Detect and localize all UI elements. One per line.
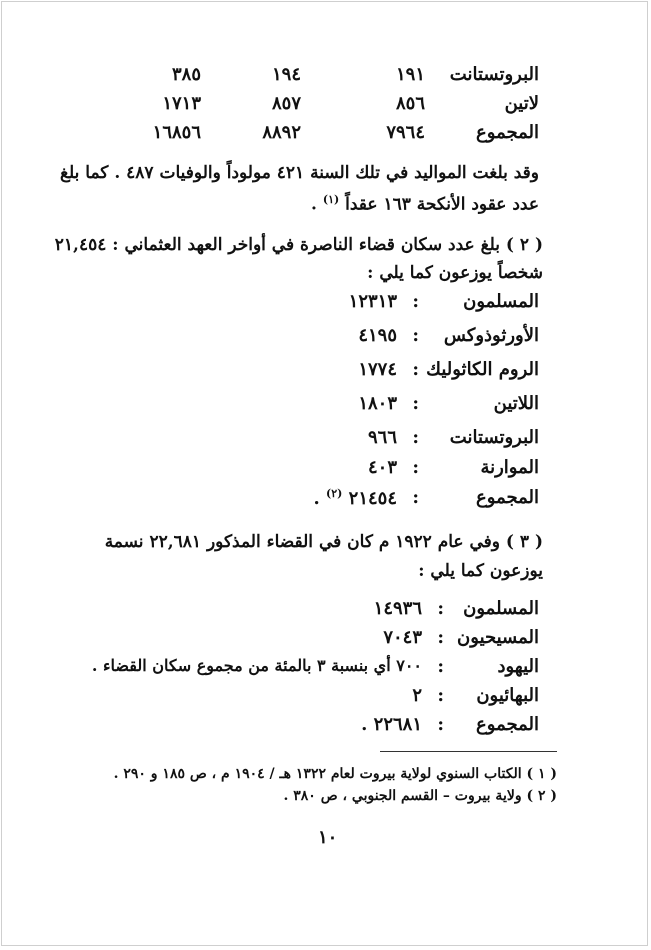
list-item-label: المسيحيون (457, 627, 539, 648)
list-item-label: الروم الكاثوليك (426, 359, 539, 380)
paragraph-end: . (311, 194, 317, 215)
list-item-colon: : (437, 714, 444, 735)
list-item-value (313, 487, 397, 509)
total-value: ٢١٤٥٤ (348, 488, 397, 509)
list-item-colon: : (437, 656, 444, 677)
table-row (0, 93, 651, 121)
list-item-label: المجموع (476, 714, 539, 735)
table-cell: ١٩٤ (271, 64, 301, 85)
list-item-value: ١٤٩٣٦ (373, 598, 422, 619)
list-item-colon: : (412, 427, 419, 448)
list-item-colon: : (437, 627, 444, 648)
list-item (239, 291, 539, 321)
list-item-colon: : (412, 325, 419, 346)
table-row-label: لاتين (504, 93, 539, 114)
list-item-colon: : (437, 598, 444, 619)
list-item-value: ٩٦٦ (367, 427, 397, 448)
list-item (91, 656, 539, 686)
table-cell: ٧٩٦٤ (386, 122, 425, 143)
list-item-colon: : (412, 393, 419, 414)
list-item (239, 457, 539, 487)
list-item-label: الأورثوذوكس (443, 325, 539, 346)
table-row (0, 122, 651, 150)
table-cell: ١٦٨٥٦ (152, 122, 201, 143)
page-number: ١٠ (318, 827, 338, 848)
paragraph-line: ( ٣ ) وفي عام ١٩٢٢ م كان في القضاء المذكور ٢٢,٦٨١ نسمة (104, 532, 543, 552)
list-item-colon: : (412, 487, 419, 508)
list-item (99, 598, 539, 628)
list-item-value: ٢٢٦٨١ . (361, 714, 422, 735)
footnote-ref: (٢) (326, 487, 343, 500)
table-row-label: البروتستانت (449, 64, 539, 85)
table-cell: ١٩١ (395, 64, 425, 85)
footnote: ( ٢ ) ولاية بيروت – القسم الجنوبي ، ص ٣٨٠ . (283, 788, 557, 804)
table-cell: ٨٥٧ (271, 93, 301, 114)
total-end: . (313, 488, 320, 509)
list-item-label: الموارنة (480, 457, 539, 478)
list-item (239, 393, 539, 423)
list-item (99, 714, 539, 744)
table-row-label: المجموع (476, 122, 539, 143)
paragraph-line: شخصاً يوزعون كما يلي : (367, 263, 543, 283)
list-item-label: البروتستانت (449, 427, 539, 448)
table-row (0, 64, 651, 92)
table-cell: ٣٨٥ (171, 64, 201, 85)
list-item-label: اللاتين (493, 393, 539, 414)
list-item (99, 627, 539, 657)
table-cell: ١٧١٣ (162, 93, 201, 114)
footnote: ( ١ ) الكتاب السنوي لولاية بيروت لعام ١٣٢٢ هـ / ١٩٠٤ م ، ص ١٨٥ و ٢٩٠ . (113, 766, 557, 782)
paragraph-line: ( ٢ ) بلغ عدد سكان قضاء الناصرة في أواخر العهد العثماني : ٢١,٤٥٤ (54, 235, 543, 255)
paragraph-line: وقد بلغت المواليد في تلك السنة ٤٢١ مولوداً والوفيات ٤٨٧ . كما بلغ (59, 163, 539, 183)
list-item (239, 427, 539, 457)
list-item-label: البهائيون (476, 685, 539, 706)
paragraph-line: يوزعون كما يلي : (418, 561, 543, 581)
list-item (239, 487, 539, 517)
list-item (99, 685, 539, 715)
list-item-label: اليهود (497, 656, 539, 677)
list-item-label: المسلمون (463, 598, 539, 619)
table-cell: ٨٥٦ (395, 93, 425, 114)
list-item-value: ١٢٣١٣ (348, 291, 397, 312)
list-item-colon: : (412, 457, 419, 478)
paragraph-line (311, 193, 539, 215)
list-item-colon: : (412, 291, 419, 312)
list-item-value: ١٧٧٤ (358, 359, 397, 380)
paragraph-text: عدد عقود الأنكحة ١٦٣ عقداً (345, 194, 539, 215)
list-item-label: المسلمون (463, 291, 539, 312)
list-item (239, 325, 539, 355)
list-item-colon: : (412, 359, 419, 380)
list-item-value: ٤٠٣ (367, 457, 397, 478)
list-item-value: ٢ (412, 685, 422, 706)
list-item-value: ٧٠٠ أي بنسبة ٣ بالمئة من مجموع سكان القضاء . (91, 656, 422, 675)
footnote-ref: (١) (322, 193, 340, 206)
list-item-colon: : (437, 685, 444, 706)
list-item-value: ١٨٠٣ (358, 393, 397, 414)
table-cell: ٨٨٩٢ (262, 122, 301, 143)
list-item-label: المجموع (476, 487, 539, 508)
footnote-divider (380, 751, 557, 752)
list-item (239, 359, 539, 389)
list-item-value: ٧٠٤٣ (383, 627, 422, 648)
list-item-value: ٤١٩٥ (358, 325, 397, 346)
